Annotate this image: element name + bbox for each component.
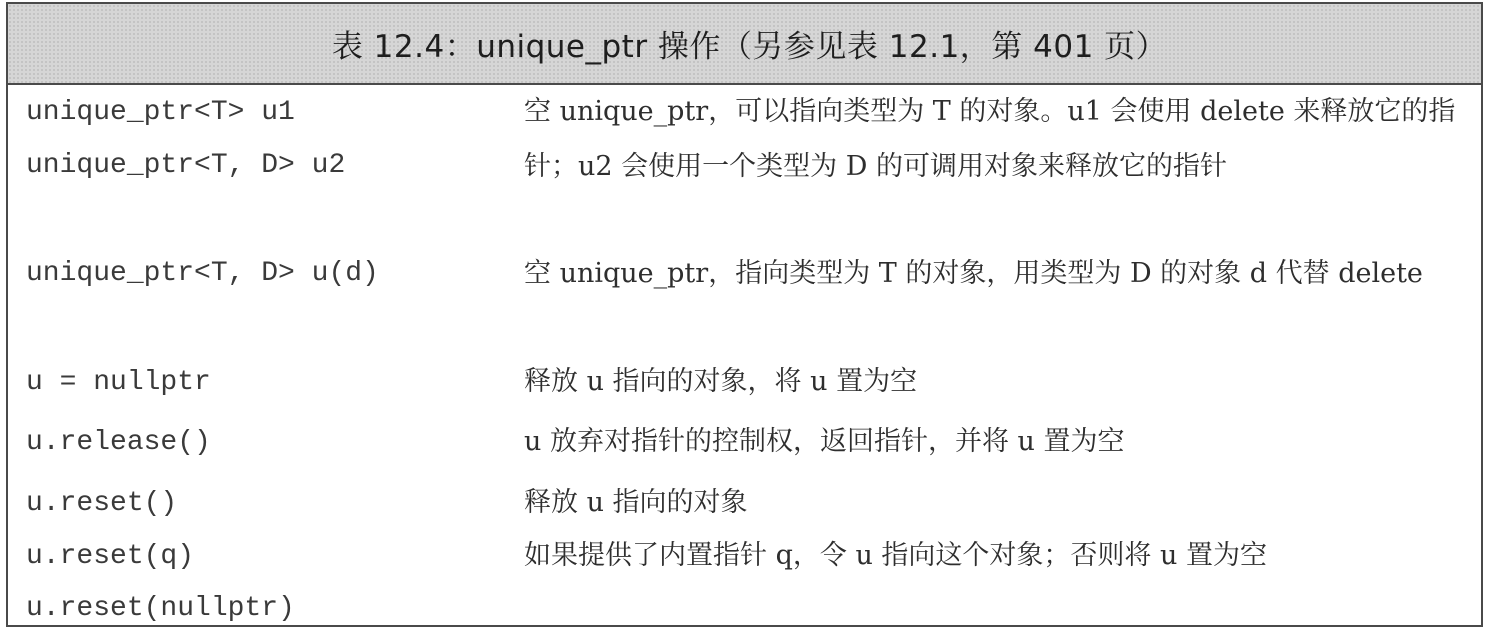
code-reset: u.reset() [26, 488, 178, 519]
desc-release: u 放弃对指针的控制权，返回指针，并将 u 置为空 [524, 426, 1125, 457]
desc-deleter-constructor: 空 unique_ptr，指向类型为 T 的对象，用类型为 D 的对象 d 代替 delete [524, 258, 1423, 289]
code-reset-nullptr: u.reset(nullptr) [26, 593, 295, 624]
code-assign-nullptr: u = nullptr [26, 367, 211, 398]
desc-reset-q: 如果提供了内置指针 q，令 u 指向这个对象；否则将 u 置为空 [524, 540, 1267, 571]
desc-reset: 释放 u 指向的对象 [524, 487, 748, 518]
code-release: u.release() [26, 427, 211, 458]
code-reset-q: u.reset(q) [26, 541, 195, 572]
desc-assign-nullptr: 释放 u 指向的对象，将 u 置为空 [524, 366, 918, 397]
code-unique-ptr-u1: unique_ptr<T> u1 [26, 97, 295, 128]
code-unique-ptr-u2: unique_ptr<T, D> u2 [26, 150, 346, 181]
table-caption: 表 12.4：unique_ptr 操作（另参见表 12.1，第 401 页） [331, 29, 1168, 65]
code-unique-ptr-ud: unique_ptr<T, D> u(d) [26, 258, 379, 289]
desc-constructors: 空 unique_ptr，可以指向类型为 T 的对象。u1 会使用 delete 来释放它的指针；u2 会使用一个类型为 D 的可调用对象来释放它的指针 [524, 96, 1456, 182]
table-caption-bar [8, 4, 1481, 85]
operations-table [6, 2, 1483, 627]
